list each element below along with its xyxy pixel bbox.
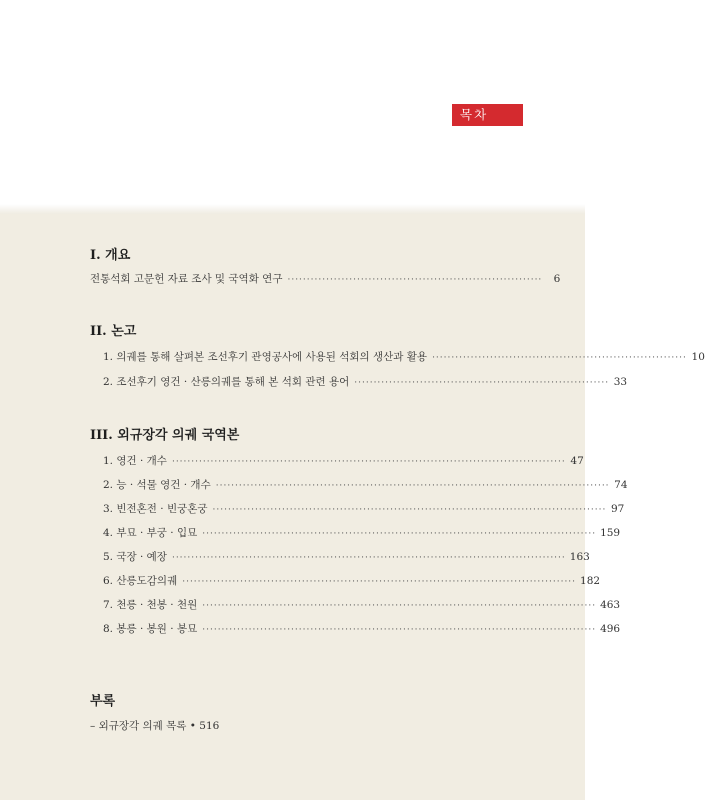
leader-dots: ······································································································ <box>182 577 577 587</box>
leader-dots: ·································································· <box>432 353 687 363</box>
toc-badge: 목차 <box>452 104 523 126</box>
toc-entry-page: 6 <box>553 273 561 285</box>
appendix-title: 부록 <box>90 694 116 709</box>
toc-entry[interactable] <box>103 501 625 517</box>
leader-dots: ······································································································ <box>215 481 610 491</box>
toc-entry[interactable] <box>103 477 628 493</box>
toc-entry-title: 3. 빈전혼전 · 빈궁혼궁 <box>103 503 208 515</box>
toc-entry-title: 1. 영건 · 개수 <box>103 455 167 467</box>
leader-dots: ······································································································ <box>171 457 566 467</box>
toc-entry-title: 6. 산릉도감의궤 <box>103 575 178 587</box>
toc-entry[interactable] <box>103 573 601 589</box>
toc-entry-page: 159 <box>600 527 621 539</box>
toc-entry-title: 8. 봉릉 · 봉원 · 봉묘 <box>103 623 198 635</box>
toc-entry[interactable] <box>103 453 584 469</box>
toc-entry[interactable] <box>90 271 561 287</box>
leader-dots: ······································································································ <box>212 505 607 515</box>
leader-dots: ······································································································ <box>202 529 597 539</box>
toc-entry-title: 2. 능 · 석물 영건 · 개수 <box>103 479 211 491</box>
toc-entry-title: 2. 조선후기 영건 · 산릉의궤를 통해 본 석회 관련 용어 <box>103 376 350 388</box>
toc-entry-page: 163 <box>569 551 590 563</box>
toc-entry-title: 4. 부묘 · 부궁 · 입묘 <box>103 527 198 539</box>
section-title-1: I. 개요 <box>90 248 131 263</box>
toc-entry[interactable] <box>103 525 621 541</box>
toc-entry-title: 7. 천릉 · 천봉 · 천원 <box>103 599 198 611</box>
toc-entry[interactable] <box>103 597 621 613</box>
toc-entry-page: 182 <box>580 575 601 587</box>
leader-dots: ······································································································ <box>202 625 597 635</box>
leader-dots: ·································································· <box>287 275 543 285</box>
toc-entry[interactable] <box>103 549 590 565</box>
toc-entry-title: 1. 의궤를 통해 살펴본 조선후기 관영공사에 사용된 석회의 생산과 활용 <box>103 351 428 363</box>
toc-entry-page: 97 <box>610 503 625 515</box>
appendix-entry[interactable]: – 외규장각 의궤 목록 • 516 <box>90 720 220 732</box>
leader-dots: ······································································································ <box>171 553 566 563</box>
toc-entry[interactable] <box>103 374 628 390</box>
section-title-3: III. 외규장각 의궤 국역본 <box>90 428 240 443</box>
toc-entry-page: 496 <box>600 623 621 635</box>
toc-entry-page: 463 <box>600 599 621 611</box>
leader-dots: ······································································································ <box>202 601 597 611</box>
section-title-2: II. 논고 <box>90 324 137 339</box>
toc-entry-page: 10 <box>691 351 705 363</box>
toc-entry[interactable] <box>103 349 705 365</box>
leader-dots: ·································································· <box>354 378 610 388</box>
toc-entry-page: 33 <box>613 376 628 388</box>
toc-entry-page: 47 <box>570 455 584 467</box>
toc-entry-title: 5. 국장 · 예장 <box>103 551 167 563</box>
toc-entry-page: 74 <box>614 479 628 491</box>
toc-entry-title: 전통석회 고문헌 자료 조사 및 국역화 연구 <box>90 273 283 285</box>
toc-entry[interactable] <box>103 621 621 637</box>
